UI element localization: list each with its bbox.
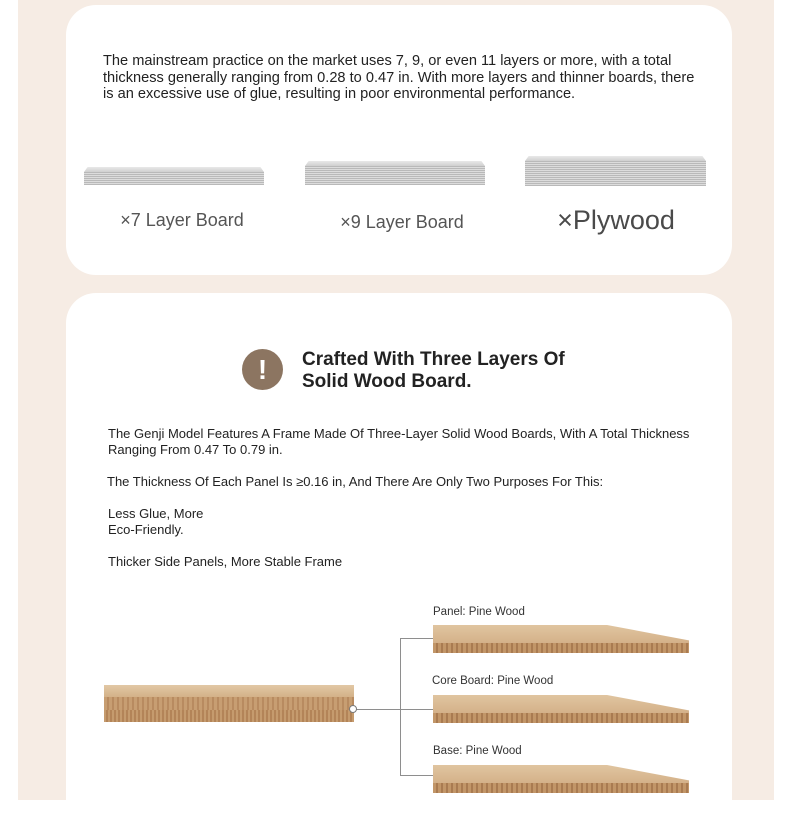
heading-line-1: Crafted With Three Layers Of xyxy=(302,349,565,370)
three-layer-board-image xyxy=(104,685,354,722)
connector-vertical xyxy=(400,638,401,776)
panel-layer-label: Panel: Pine Wood xyxy=(433,606,525,618)
intro-paragraph: The mainstream practice on the market uses 7, 9, or even 11 layers or more, with a total thickness generally ranging from 0.28 to 0.47 in. With more layers and thinner boards, there is an excessive use of glue, resulting in poor environmental performance. xyxy=(103,53,695,102)
core-layer-image xyxy=(433,695,689,723)
layer-comparison-card xyxy=(66,5,732,275)
stable-frame-text: Thicker Side Panels, More Stable Frame xyxy=(108,554,343,569)
exclamation-icon: ! xyxy=(242,349,283,390)
core-layer-label: Core Board: Pine Wood xyxy=(432,675,554,687)
connector-dot xyxy=(349,705,357,713)
heading-line-2: Solid Wood Board. xyxy=(302,371,472,392)
section-heading xyxy=(302,349,602,393)
solid-wood-card xyxy=(66,293,732,833)
eco-friendly-line-1: Less Glue, More xyxy=(108,506,204,521)
plywood-label: ×Plywood xyxy=(557,205,675,235)
connector-line xyxy=(355,709,400,710)
seven-layer-board-label: ×7 Layer Board xyxy=(120,210,244,230)
base-layer-image xyxy=(433,765,689,793)
seven-layer-board-image xyxy=(84,172,264,185)
eco-friendly-line-2: Eco-Friendly. xyxy=(108,522,184,537)
connector-base xyxy=(400,775,433,776)
nine-layer-board-label: ×9 Layer Board xyxy=(340,212,464,232)
panel-thickness-text: The Thickness Of Each Panel Is ≥0.16 in, And There Are Only Two Purposes For This: xyxy=(107,474,604,489)
eco-friendly-text xyxy=(108,506,308,538)
nine-layer-board-image xyxy=(305,166,485,185)
connector-panel xyxy=(400,638,433,639)
panel-layer-image xyxy=(433,625,689,653)
plywood-board-image xyxy=(525,161,706,186)
base-layer-label: Base: Pine Wood xyxy=(433,745,522,757)
frame-description: The Genji Model Features A Frame Made Of Three-Layer Solid Wood Boards, With A Total Thickness Ranging From 0.47 To 0.79 in. xyxy=(108,426,690,457)
connector-core xyxy=(400,709,433,710)
